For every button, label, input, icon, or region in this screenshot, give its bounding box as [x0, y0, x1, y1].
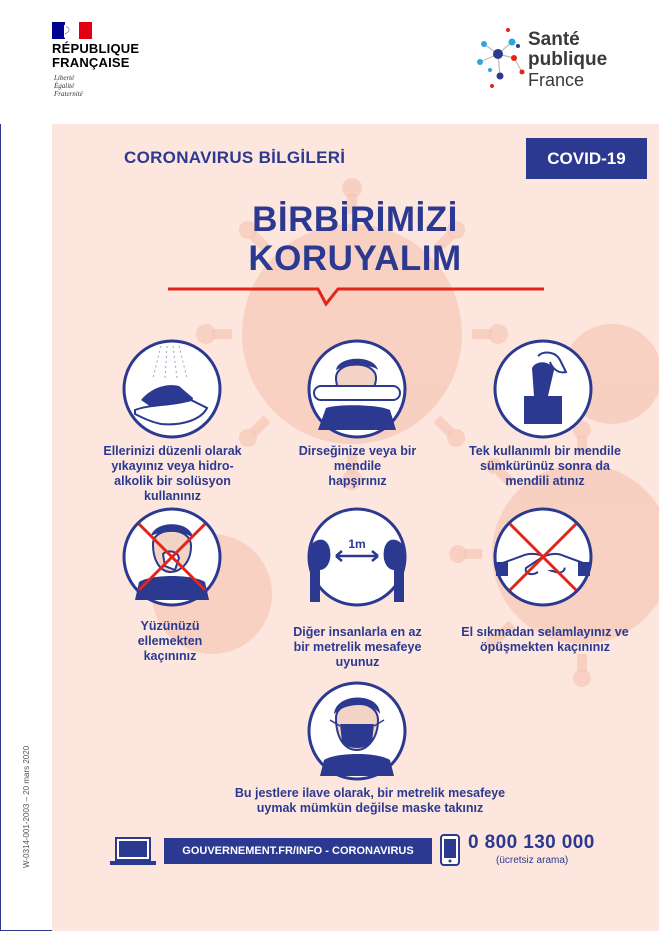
caption-mask: Bu jestlere ilave olarak, bir metrelik mesafeye uymak mümkün değilse maske takınız: [234, 786, 506, 815]
speech-underline-icon: [168, 280, 544, 310]
distance-icon: [306, 506, 408, 608]
caption-no-handshake: El sıkmadan selamlayınız ve öpüşmekten kaçınınız: [461, 625, 629, 654]
caption-distance: Diğer insanlarla en az bir metrelik mesafeye uyunuz: [293, 625, 422, 669]
covid-badge: COVID-19: [526, 138, 647, 179]
sante-publique-wordmark: Santé publique France: [528, 29, 608, 90]
mask-icon: [306, 680, 408, 782]
sante-publique-logo-icon: [472, 24, 528, 94]
marianne-flag-icon: [52, 22, 92, 39]
caption-tissue: Tek kullanımlı bir mendile sümkürünüz sonra da mendili atınız: [469, 444, 621, 488]
republic-name: RÉPUBLIQUE FRANÇAISE: [52, 41, 140, 70]
gov-url-link[interactable]: GOUVERNEMENT.FR/INFO - CORONAVIRUS: [164, 838, 432, 864]
no-handshake-icon: [492, 506, 594, 608]
no-face-touch-icon: [121, 506, 223, 608]
caption-cough-elbow: Dirseğinize veya bir mendile hapşırınız: [298, 444, 417, 488]
wash-hands-icon: [121, 338, 223, 440]
phone-icon: [440, 834, 460, 866]
phone-note: (ücretsiz arama): [496, 855, 569, 866]
phone-number[interactable]: 0 800 130 000: [468, 832, 595, 853]
caption-wash-hands: Ellerinizi düzenli olarak yıkayınız veya hidro- alkolik bir solüsyon kullanınız: [103, 444, 242, 503]
header: [0, 0, 659, 124]
tissue-icon: [492, 338, 594, 440]
distance-label: 1m: [348, 537, 366, 551]
side-reference: W-0314-001-2003 – 20 mars 2020: [22, 745, 31, 868]
cough-elbow-icon: [306, 338, 408, 440]
caption-no-face-touch: Yüzünüzü ellemekten kaçınınız: [137, 619, 203, 663]
info-title: CORONAVIRUS BİLGİLERİ: [124, 148, 346, 167]
republic-motto: Liberté Égalité Fraternité: [54, 74, 83, 98]
main-title: BİRBİRİMİZİ KORUYALIM: [248, 200, 462, 278]
laptop-icon: [108, 836, 158, 868]
